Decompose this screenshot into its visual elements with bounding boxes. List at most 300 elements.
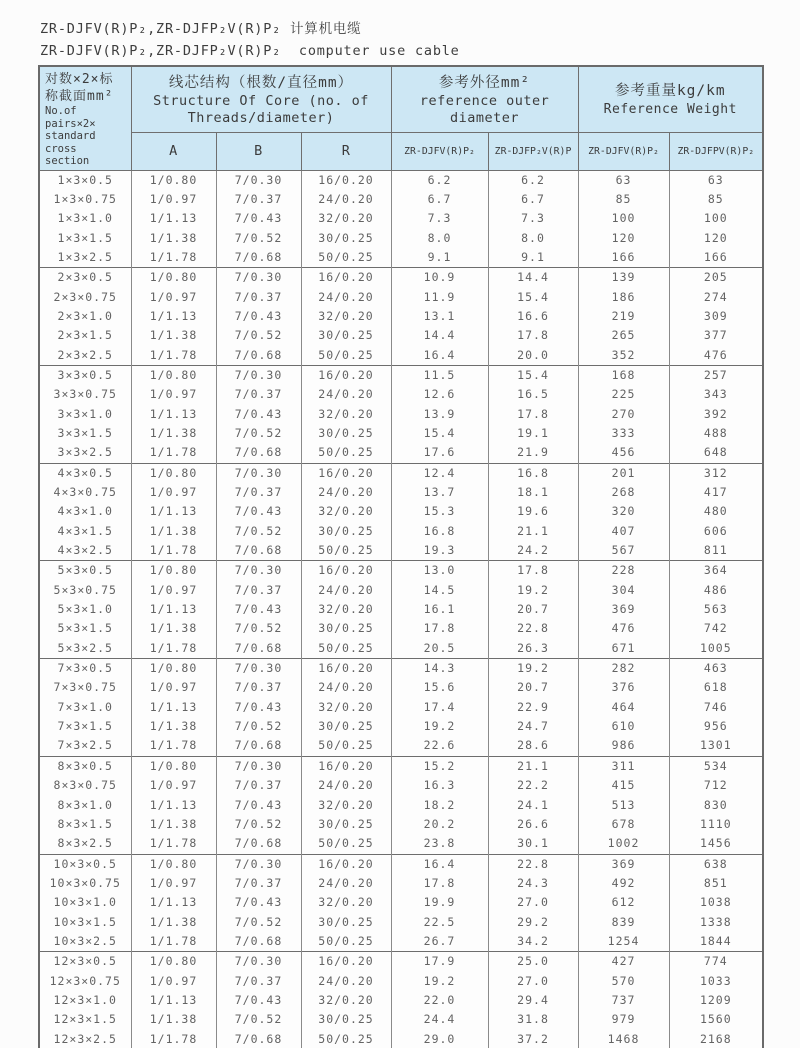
weight-zr-djfv-cell: 513 xyxy=(578,796,669,815)
core-b-cell: 7/0.68 xyxy=(216,346,301,366)
core-a-cell: 1/0.80 xyxy=(131,561,216,581)
weight-zr-djfv-cell: 268 xyxy=(578,483,669,502)
weight-zr-djfv-cell: 476 xyxy=(578,619,669,638)
outer-diameter-zr-djfp2v-cell: 24.2 xyxy=(488,541,578,561)
spec-cell: 7×3×0.75 xyxy=(39,678,131,697)
weight-zr-djfpv-cell: 1338 xyxy=(669,913,763,932)
weight-zr-djfpv-cell: 534 xyxy=(669,756,763,776)
outer-diameter-zr-djfp2v-cell: 28.6 xyxy=(488,736,578,756)
outer-diameter-zr-djfv-cell: 24.4 xyxy=(391,1010,488,1029)
table-body xyxy=(39,170,763,1048)
outer-diameter-zr-djfv-cell: 7.3 xyxy=(391,209,488,228)
spec-cell: 5×3×0.5 xyxy=(39,561,131,581)
header-pairs-en-line1: No.of pairs×2× xyxy=(45,105,96,130)
core-b-cell: 7/0.37 xyxy=(216,190,301,209)
core-r-cell: 50/0.25 xyxy=(301,1030,391,1048)
spec-cell: 2×3×1.5 xyxy=(39,326,131,345)
spec-cell: 7×3×1.5 xyxy=(39,717,131,736)
core-a-cell: 1/0.97 xyxy=(131,776,216,795)
core-r-cell: 16/0.20 xyxy=(301,268,391,288)
outer-diameter-zr-djfp2v-cell: 20.0 xyxy=(488,346,578,366)
table-row xyxy=(39,307,763,326)
weight-zr-djfv-cell: 85 xyxy=(578,190,669,209)
core-r-cell: 30/0.25 xyxy=(301,815,391,834)
core-r-cell: 24/0.20 xyxy=(301,288,391,307)
core-a-cell: 1/1.38 xyxy=(131,522,216,541)
table-row xyxy=(39,736,763,756)
header-core-en-line1: Structure Of Core (no. of xyxy=(153,92,369,109)
weight-zr-djfv-cell: 369 xyxy=(578,600,669,619)
table-row xyxy=(39,913,763,932)
outer-diameter-zr-djfv-cell: 19.9 xyxy=(391,893,488,912)
core-b-cell: 7/0.68 xyxy=(216,834,301,854)
core-a-cell: 1/0.80 xyxy=(131,659,216,679)
core-b-cell: 7/0.52 xyxy=(216,326,301,345)
weight-zr-djfpv-cell: 563 xyxy=(669,600,763,619)
spec-cell: 4×3×1.5 xyxy=(39,522,131,541)
core-r-cell: 30/0.25 xyxy=(301,913,391,932)
spec-cell: 12×3×2.5 xyxy=(39,1030,131,1048)
spec-cell: 2×3×0.5 xyxy=(39,268,131,288)
weight-zr-djfv-cell: 186 xyxy=(578,288,669,307)
weight-zr-djfpv-cell: 257 xyxy=(669,365,763,385)
core-b-cell: 7/0.68 xyxy=(216,932,301,952)
outer-diameter-zr-djfp2v-cell: 14.4 xyxy=(488,268,578,288)
spec-cell: 8×3×0.5 xyxy=(39,756,131,776)
core-a-cell: 1/1.78 xyxy=(131,443,216,463)
weight-zr-djfpv-cell: 2168 xyxy=(669,1030,763,1048)
weight-zr-djfpv-cell: 309 xyxy=(669,307,763,326)
table-row xyxy=(39,502,763,521)
header-pairs-cn-line2: 称截面mm² xyxy=(45,89,114,104)
outer-diameter-zr-djfv-cell: 16.3 xyxy=(391,776,488,795)
weight-zr-djfpv-cell: 774 xyxy=(669,952,763,972)
core-a-cell: 1/0.97 xyxy=(131,874,216,893)
core-r-cell: 32/0.20 xyxy=(301,698,391,717)
weight-zr-djfv-cell: 369 xyxy=(578,854,669,874)
weight-zr-djfpv-cell: 120 xyxy=(669,229,763,248)
spec-cell: 10×3×0.75 xyxy=(39,874,131,893)
core-a-cell: 1/0.80 xyxy=(131,365,216,385)
core-a-cell: 1/1.38 xyxy=(131,424,216,443)
weight-zr-djfv-cell: 311 xyxy=(578,756,669,776)
outer-diameter-zr-djfv-cell: 17.8 xyxy=(391,874,488,893)
table-row xyxy=(39,385,763,404)
core-b-cell: 7/0.30 xyxy=(216,561,301,581)
core-r-cell: 16/0.20 xyxy=(301,659,391,679)
weight-zr-djfpv-cell: 1301 xyxy=(669,736,763,756)
table-row xyxy=(39,209,763,228)
core-b-cell: 7/0.37 xyxy=(216,581,301,600)
weight-zr-djfv-cell: 228 xyxy=(578,561,669,581)
weight-zr-djfv-cell: 225 xyxy=(578,385,669,404)
header-pairs-column xyxy=(39,66,131,170)
weight-zr-djfpv-cell: 205 xyxy=(669,268,763,288)
core-a-cell: 1/0.80 xyxy=(131,756,216,776)
core-b-cell: 7/0.52 xyxy=(216,619,301,638)
outer-diameter-zr-djfp2v-cell: 22.8 xyxy=(488,854,578,874)
weight-zr-djfpv-cell: 956 xyxy=(669,717,763,736)
weight-zr-djfv-cell: 407 xyxy=(578,522,669,541)
outer-diameter-zr-djfv-cell: 26.7 xyxy=(391,932,488,952)
header-weight-en: Reference Weight xyxy=(603,102,737,118)
header-pairs-en-line2: standard cross xyxy=(45,130,96,155)
core-r-cell: 32/0.20 xyxy=(301,307,391,326)
core-a-cell: 1/1.38 xyxy=(131,1010,216,1029)
core-a-cell: 1/0.97 xyxy=(131,581,216,600)
weight-zr-djfv-cell: 282 xyxy=(578,659,669,679)
outer-diameter-zr-djfp2v-cell: 27.0 xyxy=(488,893,578,912)
core-b-cell: 7/0.30 xyxy=(216,952,301,972)
table-row xyxy=(39,952,763,972)
core-r-cell: 50/0.25 xyxy=(301,736,391,756)
table-row xyxy=(39,405,763,424)
header-sub-core-r: R xyxy=(301,133,391,170)
outer-diameter-zr-djfv-cell: 29.0 xyxy=(391,1030,488,1048)
core-r-cell: 50/0.25 xyxy=(301,346,391,366)
outer-diameter-zr-djfv-cell: 22.6 xyxy=(391,736,488,756)
core-b-cell: 7/0.43 xyxy=(216,405,301,424)
core-r-cell: 32/0.20 xyxy=(301,600,391,619)
outer-diameter-zr-djfv-cell: 6.7 xyxy=(391,190,488,209)
outer-diameter-zr-djfp2v-cell: 31.8 xyxy=(488,1010,578,1029)
spec-cell: 1×3×1.5 xyxy=(39,229,131,248)
header-sub-diameter-zr-djfv: ZR-DJFV(R)P₂ xyxy=(391,133,488,170)
header-weight-cn: 参考重量kg/km xyxy=(614,83,726,100)
outer-diameter-zr-djfp2v-cell: 29.2 xyxy=(488,913,578,932)
core-r-cell: 30/0.25 xyxy=(301,717,391,736)
core-r-cell: 30/0.25 xyxy=(301,522,391,541)
outer-diameter-zr-djfv-cell: 15.2 xyxy=(391,756,488,776)
core-a-cell: 1/0.97 xyxy=(131,678,216,697)
outer-diameter-zr-djfv-cell: 8.0 xyxy=(391,229,488,248)
table-row xyxy=(39,834,763,854)
spec-cell: 3×3×1.5 xyxy=(39,424,131,443)
weight-zr-djfv-cell: 320 xyxy=(578,502,669,521)
table-row xyxy=(39,541,763,561)
core-a-cell: 1/1.78 xyxy=(131,736,216,756)
weight-zr-djfv-cell: 1468 xyxy=(578,1030,669,1048)
weight-zr-djfpv-cell: 1456 xyxy=(669,834,763,854)
outer-diameter-zr-djfv-cell: 17.6 xyxy=(391,443,488,463)
outer-diameter-zr-djfv-cell: 14.3 xyxy=(391,659,488,679)
core-a-cell: 1/1.38 xyxy=(131,717,216,736)
weight-zr-djfv-cell: 737 xyxy=(578,991,669,1010)
core-b-cell: 7/0.37 xyxy=(216,776,301,795)
core-a-cell: 1/1.78 xyxy=(131,248,216,268)
weight-zr-djfv-cell: 678 xyxy=(578,815,669,834)
spec-cell: 10×3×0.5 xyxy=(39,854,131,874)
table-row xyxy=(39,874,763,893)
core-a-cell: 1/0.80 xyxy=(131,854,216,874)
weight-zr-djfv-cell: 415 xyxy=(578,776,669,795)
core-b-cell: 7/0.52 xyxy=(216,522,301,541)
weight-zr-djfv-cell: 265 xyxy=(578,326,669,345)
spec-cell: 1×3×0.5 xyxy=(39,170,131,190)
outer-diameter-zr-djfv-cell: 12.6 xyxy=(391,385,488,404)
weight-zr-djfpv-cell: 638 xyxy=(669,854,763,874)
weight-zr-djfv-cell: 567 xyxy=(578,541,669,561)
table-row xyxy=(39,619,763,638)
core-r-cell: 32/0.20 xyxy=(301,893,391,912)
table-row xyxy=(39,229,763,248)
header-sub-diameter-zr-djfp2v: ZR-DJFP₂V(R)P xyxy=(488,133,578,170)
core-a-cell: 1/1.13 xyxy=(131,698,216,717)
core-b-cell: 7/0.37 xyxy=(216,678,301,697)
core-b-cell: 7/0.43 xyxy=(216,991,301,1010)
core-b-cell: 7/0.68 xyxy=(216,736,301,756)
core-r-cell: 24/0.20 xyxy=(301,972,391,991)
weight-zr-djfv-cell: 427 xyxy=(578,952,669,972)
outer-diameter-zr-djfp2v-cell: 21.1 xyxy=(488,756,578,776)
outer-diameter-zr-djfv-cell: 17.8 xyxy=(391,619,488,638)
spec-cell: 7×3×2.5 xyxy=(39,736,131,756)
outer-diameter-zr-djfp2v-cell: 26.3 xyxy=(488,639,578,659)
core-a-cell: 1/1.13 xyxy=(131,991,216,1010)
outer-diameter-zr-djfp2v-cell: 19.6 xyxy=(488,502,578,521)
spec-cell: 12×3×0.5 xyxy=(39,952,131,972)
weight-zr-djfv-cell: 219 xyxy=(578,307,669,326)
outer-diameter-zr-djfp2v-cell: 22.2 xyxy=(488,776,578,795)
core-a-cell: 1/1.13 xyxy=(131,307,216,326)
core-a-cell: 1/1.78 xyxy=(131,639,216,659)
core-r-cell: 30/0.25 xyxy=(301,424,391,443)
core-b-cell: 7/0.52 xyxy=(216,815,301,834)
document-title-en: ZR-DJFV(R)P₂,ZR-DJFP₂V(R)P₂ computer use cable xyxy=(40,43,460,59)
weight-zr-djfpv-cell: 1844 xyxy=(669,932,763,952)
spec-cell: 3×3×2.5 xyxy=(39,443,131,463)
table-row xyxy=(39,698,763,717)
core-r-cell: 32/0.20 xyxy=(301,209,391,228)
core-r-cell: 24/0.20 xyxy=(301,874,391,893)
outer-diameter-zr-djfv-cell: 9.1 xyxy=(391,248,488,268)
table-row xyxy=(39,326,763,345)
weight-zr-djfpv-cell: 488 xyxy=(669,424,763,443)
document-title xyxy=(40,18,762,62)
core-b-cell: 7/0.52 xyxy=(216,229,301,248)
core-r-cell: 24/0.20 xyxy=(301,581,391,600)
outer-diameter-zr-djfv-cell: 19.3 xyxy=(391,541,488,561)
outer-diameter-zr-djfp2v-cell: 25.0 xyxy=(488,952,578,972)
core-r-cell: 16/0.20 xyxy=(301,952,391,972)
core-r-cell: 50/0.25 xyxy=(301,834,391,854)
weight-zr-djfv-cell: 166 xyxy=(578,248,669,268)
weight-zr-djfpv-cell: 618 xyxy=(669,678,763,697)
table-row xyxy=(39,365,763,385)
table-row xyxy=(39,756,763,776)
weight-zr-djfpv-cell: 606 xyxy=(669,522,763,541)
outer-diameter-zr-djfp2v-cell: 16.6 xyxy=(488,307,578,326)
spec-cell: 12×3×1.5 xyxy=(39,1010,131,1029)
weight-zr-djfv-cell: 839 xyxy=(578,913,669,932)
core-a-cell: 1/0.97 xyxy=(131,483,216,502)
core-b-cell: 7/0.68 xyxy=(216,639,301,659)
spec-cell: 5×3×1.5 xyxy=(39,619,131,638)
spec-cell: 5×3×1.0 xyxy=(39,600,131,619)
outer-diameter-zr-djfp2v-cell: 17.8 xyxy=(488,561,578,581)
outer-diameter-zr-djfv-cell: 19.2 xyxy=(391,972,488,991)
outer-diameter-zr-djfv-cell: 14.4 xyxy=(391,326,488,345)
table-row xyxy=(39,581,763,600)
spec-cell: 8×3×1.5 xyxy=(39,815,131,834)
spec-cell: 5×3×0.75 xyxy=(39,581,131,600)
core-b-cell: 7/0.37 xyxy=(216,874,301,893)
outer-diameter-zr-djfv-cell: 19.2 xyxy=(391,717,488,736)
core-a-cell: 1/0.97 xyxy=(131,972,216,991)
header-sub-core-a: A xyxy=(131,133,216,170)
table-row xyxy=(39,522,763,541)
spec-cell: 2×3×0.75 xyxy=(39,288,131,307)
spec-cell: 2×3×1.0 xyxy=(39,307,131,326)
core-b-cell: 7/0.68 xyxy=(216,443,301,463)
weight-zr-djfpv-cell: 63 xyxy=(669,170,763,190)
header-reference-weight-group xyxy=(578,66,763,133)
core-r-cell: 16/0.20 xyxy=(301,756,391,776)
weight-zr-djfpv-cell: 746 xyxy=(669,698,763,717)
core-r-cell: 30/0.25 xyxy=(301,1010,391,1029)
outer-diameter-zr-djfp2v-cell: 34.2 xyxy=(488,932,578,952)
weight-zr-djfpv-cell: 100 xyxy=(669,209,763,228)
weight-zr-djfpv-cell: 377 xyxy=(669,326,763,345)
table-row xyxy=(39,678,763,697)
weight-zr-djfv-cell: 352 xyxy=(578,346,669,366)
weight-zr-djfpv-cell: 463 xyxy=(669,659,763,679)
spec-cell: 3×3×0.5 xyxy=(39,365,131,385)
core-a-cell: 1/0.97 xyxy=(131,385,216,404)
core-b-cell: 7/0.30 xyxy=(216,756,301,776)
outer-diameter-zr-djfp2v-cell: 8.0 xyxy=(488,229,578,248)
weight-zr-djfpv-cell: 392 xyxy=(669,405,763,424)
weight-zr-djfpv-cell: 811 xyxy=(669,541,763,561)
outer-diameter-zr-djfv-cell: 20.5 xyxy=(391,639,488,659)
core-b-cell: 7/0.37 xyxy=(216,385,301,404)
core-a-cell: 1/1.78 xyxy=(131,346,216,366)
core-a-cell: 1/1.78 xyxy=(131,834,216,854)
table-row xyxy=(39,815,763,834)
weight-zr-djfv-cell: 120 xyxy=(578,229,669,248)
core-a-cell: 1/1.38 xyxy=(131,619,216,638)
weight-zr-djfpv-cell: 486 xyxy=(669,581,763,600)
core-r-cell: 16/0.20 xyxy=(301,170,391,190)
outer-diameter-zr-djfv-cell: 23.8 xyxy=(391,834,488,854)
spec-cell: 12×3×0.75 xyxy=(39,972,131,991)
core-a-cell: 1/0.80 xyxy=(131,463,216,483)
outer-diameter-zr-djfv-cell: 22.5 xyxy=(391,913,488,932)
table-row xyxy=(39,600,763,619)
weight-zr-djfpv-cell: 85 xyxy=(669,190,763,209)
outer-diameter-zr-djfp2v-cell: 16.5 xyxy=(488,385,578,404)
spec-cell: 10×3×2.5 xyxy=(39,932,131,952)
header-core-en-line2: Threads/diameter) xyxy=(187,109,335,126)
weight-zr-djfv-cell: 986 xyxy=(578,736,669,756)
core-r-cell: 30/0.25 xyxy=(301,229,391,248)
weight-zr-djfpv-cell: 1005 xyxy=(669,639,763,659)
outer-diameter-zr-djfv-cell: 12.4 xyxy=(391,463,488,483)
header-pairs-cn-line1: 对数×2×标 xyxy=(45,72,114,87)
outer-diameter-zr-djfp2v-cell: 24.3 xyxy=(488,874,578,893)
core-a-cell: 1/1.78 xyxy=(131,541,216,561)
core-r-cell: 24/0.20 xyxy=(301,385,391,404)
outer-diameter-zr-djfv-cell: 15.3 xyxy=(391,502,488,521)
core-r-cell: 30/0.25 xyxy=(301,619,391,638)
core-r-cell: 32/0.20 xyxy=(301,991,391,1010)
core-b-cell: 7/0.30 xyxy=(216,365,301,385)
weight-zr-djfpv-cell: 1038 xyxy=(669,893,763,912)
outer-diameter-zr-djfp2v-cell: 24.7 xyxy=(488,717,578,736)
spec-cell: 4×3×1.0 xyxy=(39,502,131,521)
weight-zr-djfpv-cell: 480 xyxy=(669,502,763,521)
core-r-cell: 50/0.25 xyxy=(301,443,391,463)
outer-diameter-zr-djfp2v-cell: 19.2 xyxy=(488,659,578,679)
core-a-cell: 1/0.80 xyxy=(131,170,216,190)
weight-zr-djfv-cell: 168 xyxy=(578,365,669,385)
core-b-cell: 7/0.52 xyxy=(216,424,301,443)
weight-zr-djfpv-cell: 166 xyxy=(669,248,763,268)
core-r-cell: 50/0.25 xyxy=(301,932,391,952)
core-r-cell: 50/0.25 xyxy=(301,248,391,268)
spec-cell: 4×3×0.75 xyxy=(39,483,131,502)
weight-zr-djfv-cell: 464 xyxy=(578,698,669,717)
spec-cell: 7×3×0.5 xyxy=(39,659,131,679)
outer-diameter-zr-djfv-cell: 16.4 xyxy=(391,346,488,366)
outer-diameter-zr-djfp2v-cell: 22.8 xyxy=(488,619,578,638)
table-row xyxy=(39,972,763,991)
outer-diameter-zr-djfp2v-cell: 6.2 xyxy=(488,170,578,190)
header-core-cn: 线芯结构（根数/直径mm） xyxy=(168,74,354,91)
outer-diameter-zr-djfp2v-cell: 37.2 xyxy=(488,1030,578,1048)
outer-diameter-zr-djfv-cell: 18.2 xyxy=(391,796,488,815)
outer-diameter-zr-djfv-cell: 10.9 xyxy=(391,268,488,288)
weight-zr-djfpv-cell: 1560 xyxy=(669,1010,763,1029)
outer-diameter-zr-djfp2v-cell: 22.9 xyxy=(488,698,578,717)
core-b-cell: 7/0.52 xyxy=(216,913,301,932)
weight-zr-djfv-cell: 979 xyxy=(578,1010,669,1029)
core-b-cell: 7/0.37 xyxy=(216,972,301,991)
outer-diameter-zr-djfp2v-cell: 20.7 xyxy=(488,678,578,697)
weight-zr-djfv-cell: 333 xyxy=(578,424,669,443)
spec-cell: 1×3×2.5 xyxy=(39,248,131,268)
core-b-cell: 7/0.52 xyxy=(216,1010,301,1029)
core-r-cell: 24/0.20 xyxy=(301,776,391,795)
table-row xyxy=(39,776,763,795)
outer-diameter-zr-djfv-cell: 6.2 xyxy=(391,170,488,190)
header-diameter-cn: 参考外径mm² xyxy=(438,74,531,91)
outer-diameter-zr-djfp2v-cell: 17.8 xyxy=(488,326,578,345)
core-b-cell: 7/0.30 xyxy=(216,170,301,190)
core-b-cell: 7/0.30 xyxy=(216,659,301,679)
weight-zr-djfpv-cell: 830 xyxy=(669,796,763,815)
core-r-cell: 32/0.20 xyxy=(301,405,391,424)
core-r-cell: 32/0.20 xyxy=(301,796,391,815)
table-row xyxy=(39,893,763,912)
core-a-cell: 1/0.97 xyxy=(131,190,216,209)
core-r-cell: 50/0.25 xyxy=(301,639,391,659)
weight-zr-djfv-cell: 456 xyxy=(578,443,669,463)
outer-diameter-zr-djfv-cell: 14.5 xyxy=(391,581,488,600)
header-core-structure-group xyxy=(131,66,391,133)
core-b-cell: 7/0.43 xyxy=(216,209,301,228)
outer-diameter-zr-djfv-cell: 16.4 xyxy=(391,854,488,874)
outer-diameter-zr-djfv-cell: 15.6 xyxy=(391,678,488,697)
outer-diameter-zr-djfp2v-cell: 6.7 xyxy=(488,190,578,209)
table-row xyxy=(39,268,763,288)
weight-zr-djfv-cell: 570 xyxy=(578,972,669,991)
core-r-cell: 50/0.25 xyxy=(301,541,391,561)
weight-zr-djfv-cell: 671 xyxy=(578,639,669,659)
outer-diameter-zr-djfp2v-cell: 19.2 xyxy=(488,581,578,600)
spec-cell: 5×3×2.5 xyxy=(39,639,131,659)
weight-zr-djfpv-cell: 851 xyxy=(669,874,763,893)
